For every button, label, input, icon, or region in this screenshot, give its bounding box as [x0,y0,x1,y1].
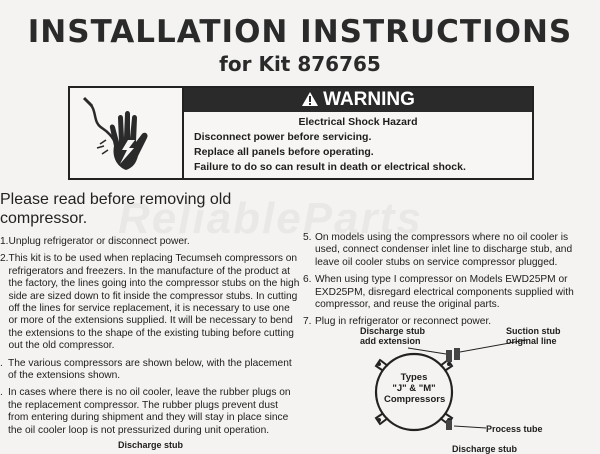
warning-heading [184,88,532,112]
step-text: In cases where there is no oil cooler, leave the rubber plugs on the replacement compressor. The rubber plugs prevent dust from entering during shipment and they will stay in place since the oil cooler loop is not pressurized during unit operation. [8,387,291,436]
step-number: 1. [0,236,9,247]
bottom-discharge-label-right: Discharge stub [452,444,518,454]
step-text: The various compressors are shown below, with the placement of the extensions shown. [8,357,292,382]
warning-line-3: Failure to do so can result in death or electrical shock. [194,161,466,173]
discharge-stub-text: Discharge stub [360,326,426,336]
list-item [0,387,300,437]
warning-triangle-icon [301,90,319,114]
types-text: Types [400,372,428,383]
suction-stub-text: Suction stub [506,326,561,336]
list-item [0,253,300,352]
warning-heading-text: WARNING [323,89,415,110]
step-number: 7. [303,316,312,328]
discharge-stub-label [360,326,425,346]
process-tube-label: Process tube [486,424,543,434]
types-codes-text: "J" & "M" [392,383,436,394]
step-text: Plug in refrigerator or reconnect power. [315,316,492,328]
step-number: 5. [303,232,312,243]
bottom-discharge-label-left: Discharge stub [118,440,184,450]
warning-line-1: Disconnect power before servicing. [194,131,372,143]
list-item [303,274,595,311]
steps-left-column [0,236,300,442]
page-subtitle: for Kit 876765 [219,52,381,76]
step-number: 6. [303,274,312,286]
steps-right-column [303,232,595,334]
suction-stub-label [506,326,561,346]
original-line-text: original line [506,336,557,346]
compressors-text: Compressors [384,394,446,405]
list-item [0,236,300,248]
shock-hazard-icon [70,88,184,178]
list-item [303,232,595,269]
step-number: . [0,357,3,369]
step-number: 2. [0,253,9,265]
warning-line-2: Replace all panels before operating. [194,146,374,158]
step-text: On models using the compressors where no oil cooler is used, connect condenser inlet line to discharge stub, and leave oil cooler stubs on service compressor plugged. [315,232,573,268]
step-number: . [0,387,3,399]
list-item [0,358,300,383]
hazard-title: Electrical Shock Hazard [298,116,418,128]
step-text: Unplug refrigerator or disconnect power. [8,236,190,247]
step-text: When using type I compressor on Models EWD25PM or EXD25PM, disregard electrical components supplied with compressor, and reuse the original parts. [315,274,574,311]
intro-heading: Please read before removing old compressor. [0,191,232,227]
warning-box [68,86,534,180]
compressor-diagram [300,322,600,450]
step-text: This kit is to be used when replacing Tecumseh compressors on refrigerators and freezers. In the manufacture of the product at the factory, the lines going into the compressor stubs on the high side are sized down to fit inside the compressor stubs. In cutting off the lines for service replacement, it is necessary to use one or more of the extensions supplied. It will be necessary to bend the extensions to the shape of the existing tubing before cutting out the old compressor. [8,253,300,352]
compressor-type-label [384,372,444,405]
page-title: INSTALLATION INSTRUCTIONS [27,14,573,50]
add-extension-text: add extension [360,336,421,346]
